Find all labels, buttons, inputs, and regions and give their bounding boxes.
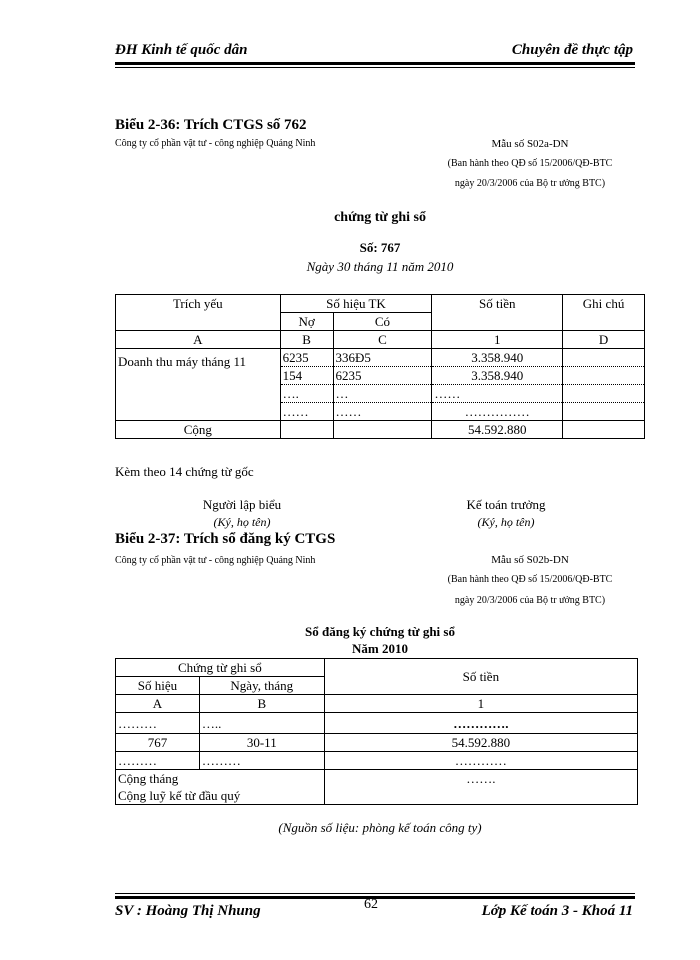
accountant-label: Kế toán trưởng — [466, 497, 546, 512]
col-amount-header: Số tiền — [432, 295, 563, 331]
amount-cell: 54.592.880 — [324, 734, 637, 752]
data-source: (Nguồn số liệu: phòng kế toán công ty) — [278, 820, 482, 835]
note-cell — [563, 367, 645, 385]
col-number-header: Số hiệu — [116, 677, 200, 695]
section2-regulation-2: ngày 20/3/2006 của Bộ tr ưởng BTC) — [454, 595, 606, 606]
section2-form-no: Mẫu số S02b-DN — [491, 554, 569, 566]
amount-cell: 3.358.940 — [432, 349, 563, 367]
code-b: B — [199, 695, 324, 713]
header-rule-thin — [115, 67, 635, 68]
date-cell: ……… — [199, 752, 324, 770]
footer-right: Lớp Kế toán 3 - Khoá 11 — [481, 903, 633, 919]
col-voucher-header: Chứng từ ghi sổ — [116, 659, 325, 677]
number-cell: ……… — [116, 752, 200, 770]
table-row — [116, 752, 638, 770]
total-row — [116, 770, 638, 805]
section1-title: Biểu 2-36: Trích CTGS số 762 — [115, 117, 307, 133]
table-row — [116, 713, 638, 734]
register-table — [115, 658, 638, 805]
total-amount: ……. — [324, 770, 637, 805]
section1-doc-date: Ngày 30 tháng 11 năm 2010 — [306, 259, 454, 274]
debit-cell: …… — [280, 403, 333, 421]
preparer-sign: (Ký, họ tên) — [213, 515, 271, 529]
credit-cell: …… — [333, 403, 432, 421]
amount-cell: 3.358.940 — [432, 367, 563, 385]
section2-company: Công ty cổ phần vật tư - công nghiệp Quảng Ninh — [115, 555, 316, 566]
code-1: 1 — [324, 695, 637, 713]
note-cell — [563, 349, 645, 367]
code-1: 1 — [432, 331, 563, 349]
section2-title: Biểu 2-37: Trích sổ đăng ký CTGS — [115, 531, 336, 547]
amount-cell: ………… — [324, 752, 637, 770]
section1-doc-number: Số: 767 — [359, 240, 401, 255]
footer-rule-thin — [115, 893, 635, 894]
amount-cell: …………. — [324, 713, 637, 734]
header-left: ĐH Kinh tế quốc dân — [115, 42, 248, 58]
number-cell: ……… — [116, 713, 200, 734]
page-number: 62 — [364, 897, 378, 912]
section2-doc-title: Sổ đăng ký chứng từ ghi sổ — [305, 624, 455, 639]
col-account-header: Số hiệu TK — [280, 295, 432, 313]
preparer-label: Người lập biểu — [202, 497, 282, 512]
date-cell: 30-11 — [199, 734, 324, 752]
debit-cell: …. — [280, 385, 333, 403]
total-row — [116, 421, 645, 439]
section2-regulation-1: (Ban hành theo QĐ số 15/2006/QĐ-BTC — [447, 574, 613, 585]
header-right: Chuyên đề thực tập — [511, 42, 633, 58]
note-cell — [563, 403, 645, 421]
col-date-header: Ngày, tháng — [199, 677, 324, 695]
col-credit-header: Có — [333, 313, 432, 331]
col-amount-header: Số tiền — [324, 659, 637, 695]
section1-regulation-2: ngày 20/3/2006 của Bộ tr ưởng BTC) — [454, 178, 606, 189]
amount-cell: …… — [432, 385, 563, 403]
code-a: A — [116, 331, 281, 349]
total-label: Cộng — [116, 421, 281, 439]
row-label: Doanh thu máy tháng 11 — [116, 349, 281, 421]
number-cell: 767 — [116, 734, 200, 752]
attached-vouchers: Kèm theo 14 chứng từ gốc — [115, 464, 254, 479]
amount-cell: …………… — [432, 403, 563, 421]
credit-cell: 6235 — [333, 367, 432, 385]
accountant-sign: (Ký, họ tên) — [477, 515, 535, 529]
table-row — [116, 349, 645, 367]
code-d: D — [563, 331, 645, 349]
section1-doc-title: chứng từ ghi sổ — [334, 210, 426, 225]
section1-form-no: Mẫu số S02a-DN — [491, 138, 569, 150]
footer-left: SV : Hoàng Thị Nhung — [115, 903, 261, 919]
debit-cell: 6235 — [280, 349, 333, 367]
section1-company: Công ty cổ phần vật tư - công nghiệp Quảng Ninh — [115, 138, 316, 149]
header-rule — [115, 62, 635, 65]
col-note-header: Ghi chú — [563, 295, 645, 331]
credit-cell: … — [333, 385, 432, 403]
table-row — [116, 734, 638, 752]
section1-regulation-1: (Ban hành theo QĐ số 15/2006/QĐ-BTC — [447, 158, 613, 169]
code-c: C — [333, 331, 432, 349]
cumulative-label: Cộng luỹ kế từ đầu quý — [118, 788, 241, 803]
total-amount: 54.592.880 — [432, 421, 563, 439]
voucher-table — [115, 294, 645, 439]
credit-cell: 336Đ5 — [333, 349, 432, 367]
debit-cell: 154 — [280, 367, 333, 385]
col-summary-header: Trích yếu — [116, 295, 281, 331]
col-debit-header: Nợ — [280, 313, 333, 331]
code-b: B — [280, 331, 333, 349]
note-cell — [563, 385, 645, 403]
code-a: A — [116, 695, 200, 713]
section2-doc-year: Năm 2010 — [352, 641, 408, 656]
month-total-label: Cộng tháng — [118, 771, 179, 786]
date-cell: ….. — [199, 713, 324, 734]
